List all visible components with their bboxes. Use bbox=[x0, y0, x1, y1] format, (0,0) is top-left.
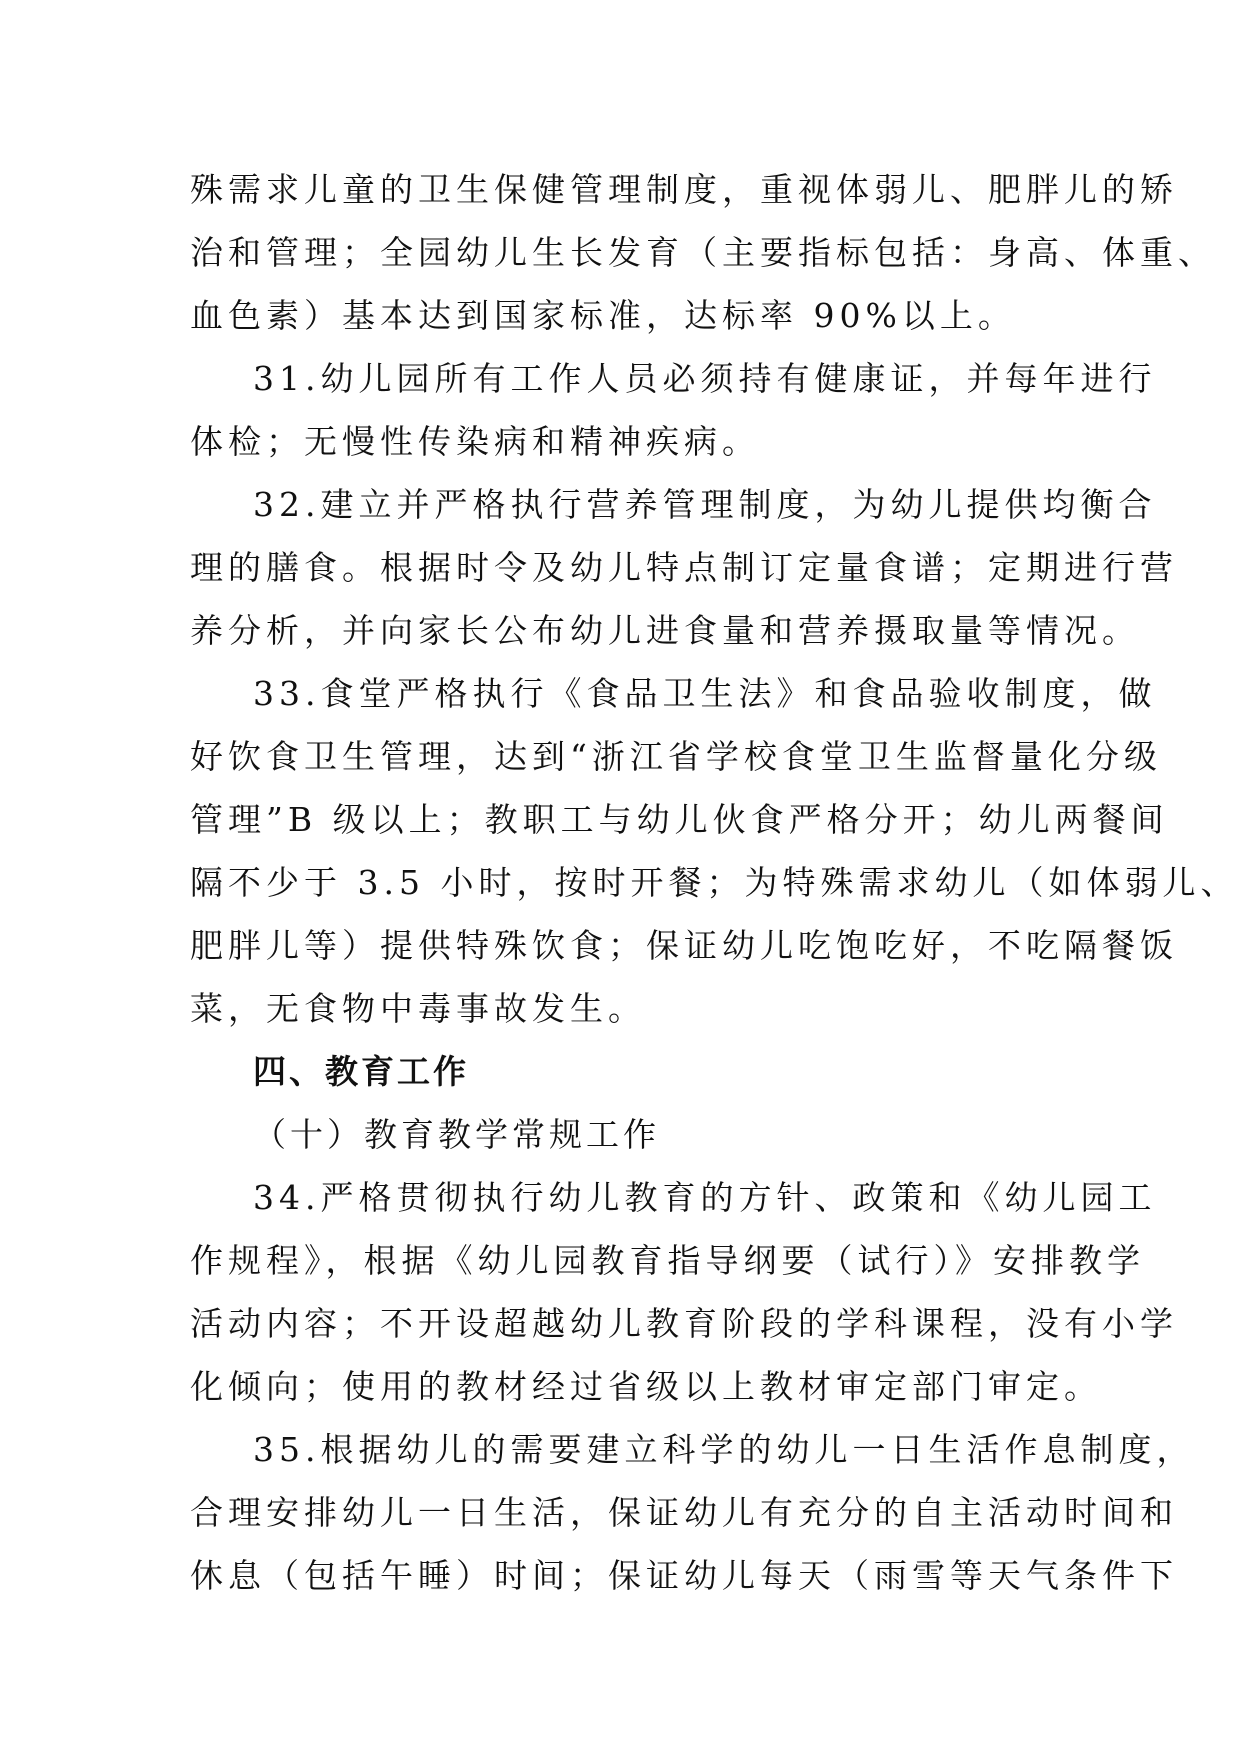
item-34-line: 34.严格贯彻执行幼儿教育的方针、政策和《幼儿园工 bbox=[253, 1178, 1157, 1217]
text-line: 肥胖儿等）提供特殊饮食；保证幼儿吃饱吃好，不吃隔餐饭 bbox=[190, 926, 1178, 965]
item-31-line: 31.幼儿园所有工作人员必须持有健康证，并每年进行 bbox=[253, 359, 1157, 398]
text-line: 养分析，并向家长公布幼儿进食量和营养摄取量等情况。 bbox=[190, 611, 1140, 650]
text-line: 隔不少于 3.5 小时，按时开餐；为特殊需求幼儿（如体弱儿、 bbox=[190, 863, 1239, 902]
text-line: 管理”B 级以上；教职工与幼儿伙食严格分开；幼儿两餐间 bbox=[190, 800, 1169, 839]
item-35-line: 35.根据幼儿的需要建立科学的幼儿一日生活作息制度， bbox=[253, 1430, 1195, 1469]
text-line: 活动内容；不开设超越幼儿教育阶段的学科课程，没有小学 bbox=[190, 1304, 1178, 1343]
text-line: 作规程》，根据《幼儿园教育指导纲要（试行）》安排教学 bbox=[190, 1241, 1145, 1280]
text-line: 休息（包括午睡）时间；保证幼儿每天（雨雪等天气条件下 bbox=[190, 1556, 1178, 1595]
text-line: 理的膳食。根据时令及幼儿特点制订定量食谱；定期进行营 bbox=[190, 548, 1178, 587]
text-line: 血色素）基本达到国家标准，达标率 90%以上。 bbox=[190, 296, 1016, 335]
text-line: 菜，无食物中毒事故发生。 bbox=[190, 989, 646, 1028]
text-line: 化倾向；使用的教材经过省级以上教材审定部门审定。 bbox=[190, 1367, 1102, 1406]
item-32-line: 32.建立并严格执行营养管理制度，为幼儿提供均衡合 bbox=[253, 485, 1157, 524]
item-33-line: 33.食堂严格执行《食品卫生法》和食品验收制度，做 bbox=[253, 674, 1157, 713]
text-line: 好饮食卫生管理，达到“浙江省学校食堂卫生监督量化分级 bbox=[190, 737, 1162, 776]
text-line: 治和管理；全园幼儿生长发育（主要指标包括：身高、体重、 bbox=[190, 233, 1216, 272]
text-line: 体检；无慢性传染病和精神疾病。 bbox=[190, 422, 760, 461]
section-heading: 四、教育工作 bbox=[253, 1052, 469, 1091]
text-line: 合理安排幼儿一日生活，保证幼儿有充分的自主活动时间和 bbox=[190, 1493, 1178, 1532]
text-line: 殊需求儿童的卫生保健管理制度，重视体弱儿、肥胖儿的矫 bbox=[190, 170, 1178, 209]
subsection-heading: （十）教育教学常规工作 bbox=[253, 1115, 660, 1154]
